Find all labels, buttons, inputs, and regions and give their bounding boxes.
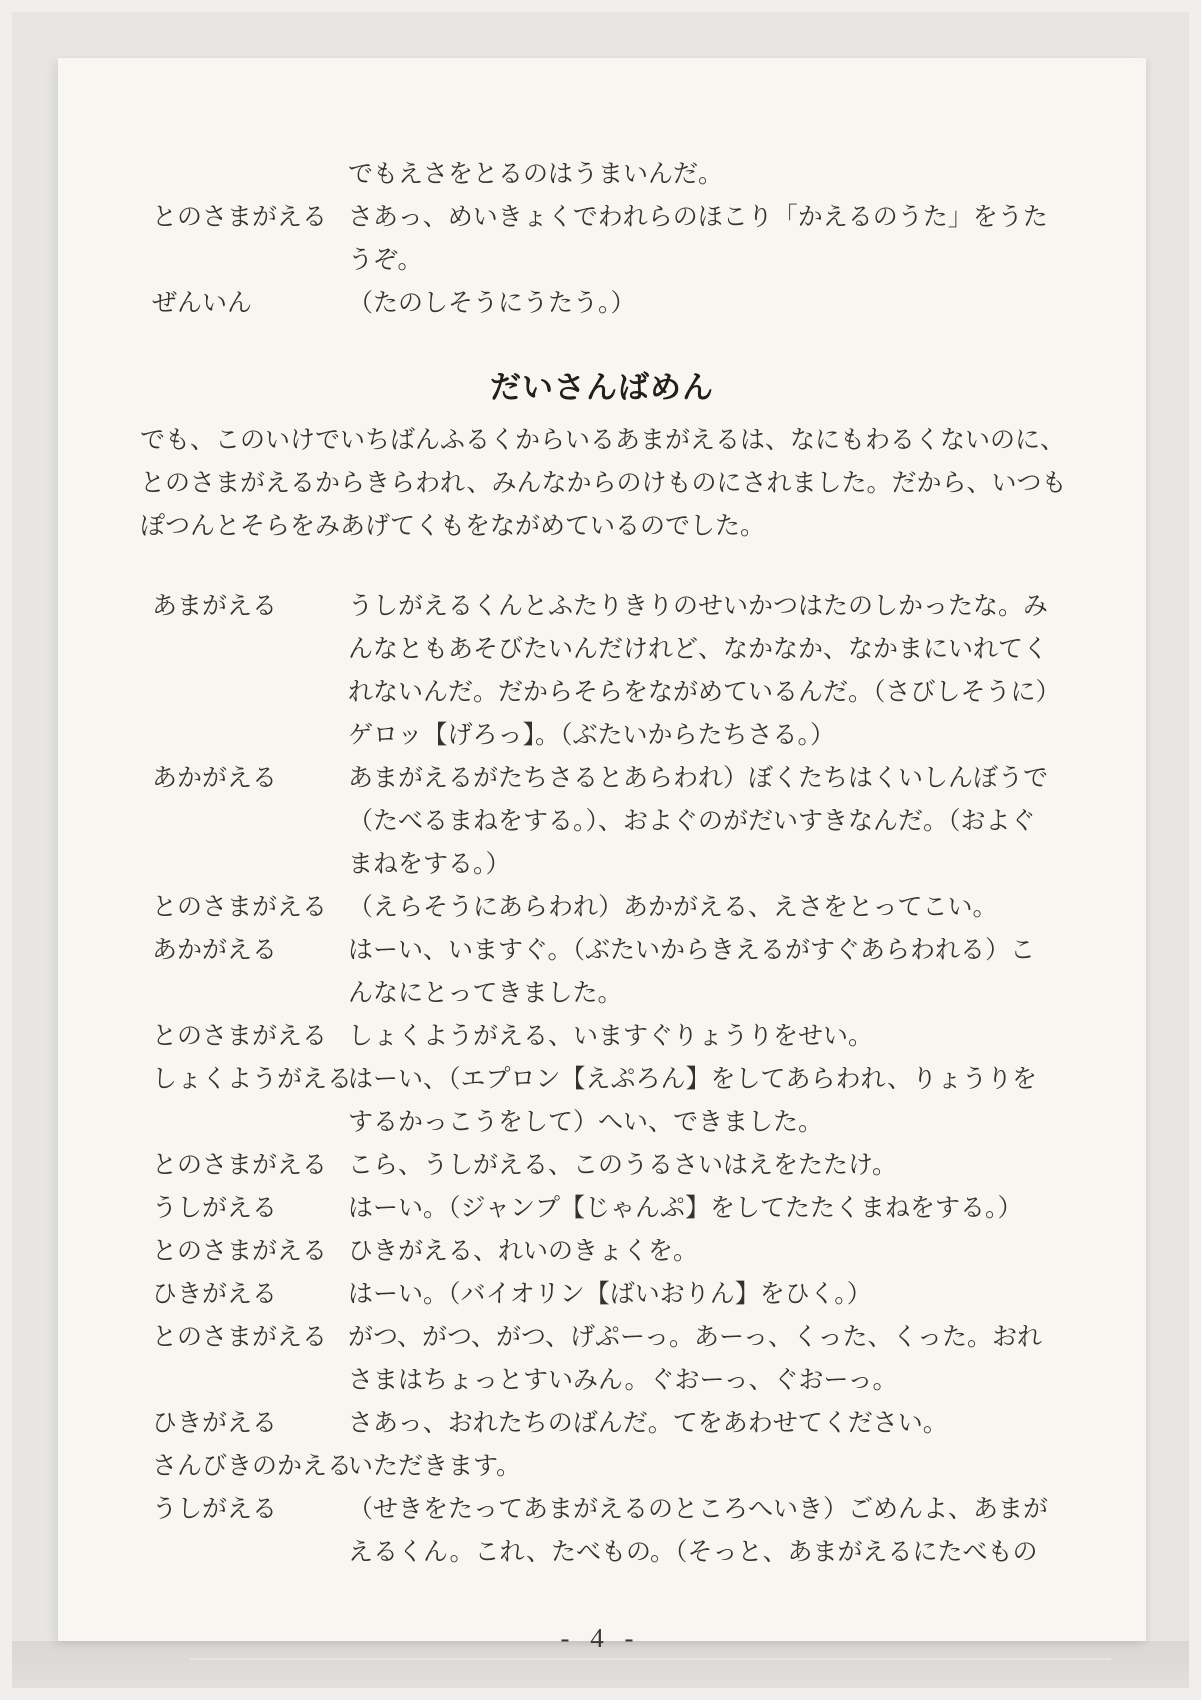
dialogue-lines xyxy=(348,886,1060,929)
speaker-name: とのさまがえる xyxy=(152,894,328,921)
dialogue-row xyxy=(152,196,1146,282)
speaker-name: あまがえる xyxy=(152,593,278,620)
dialogue-lines xyxy=(348,757,1060,886)
dialogue-line: んなともあそびたいんだけれど、なかなか、なかまにいれてく xyxy=(348,636,1049,663)
dialogue-lines xyxy=(348,1058,1060,1144)
speaker-name: とのさまがえる xyxy=(152,204,328,231)
dialogue-line: がつ、がつ、がつ、げぷーっ。あーっ、くった、くった。おれ xyxy=(348,1324,1043,1351)
pre-dialogue-block xyxy=(152,153,1146,325)
dialogue-line: （たべるまねをする。）、およぐのがだいすきなんだ。（およぐ xyxy=(348,808,1036,835)
dialogue-lines xyxy=(348,282,1060,325)
dialogue-line: うぞ。 xyxy=(348,247,423,274)
dialogue-line: はーい。（バイオリン【ばいおりん】をひく。） xyxy=(348,1281,872,1308)
dialogue-row xyxy=(152,1273,1146,1316)
dialogue-lines xyxy=(348,1144,1060,1187)
dialogue-line: はーい、（エプロン【えぷろん】をしてあらわれ、りょうりを xyxy=(348,1066,1038,1093)
dialogue-lines xyxy=(348,1230,1060,1273)
dialogue-line: まねをする。） xyxy=(348,851,511,878)
dialogue-row xyxy=(152,1316,1146,1402)
dialogue-line: （たのしそうにうたう。） xyxy=(348,290,636,317)
dialogue-lines xyxy=(348,585,1060,757)
dialogue-row xyxy=(152,1445,1146,1488)
dialogue-line: でもえさをとるのはうまいんだ。 xyxy=(348,161,724,188)
dialogue-line: さあっ、めいきょくでわれらのほこり「かえるのうた」をうた xyxy=(348,204,1048,231)
narration-line: でも、このいけでいちばんふるくからいるあまがえるは、なにもわるくないのに、 xyxy=(140,427,1066,454)
speaker-name: うしがえる xyxy=(152,1496,278,1523)
speaker-name: うしがえる xyxy=(152,1195,278,1222)
dialogue-lines xyxy=(348,1316,1060,1402)
dialogue-lines xyxy=(348,1402,1060,1445)
narration-line: ぽつんとそらをみあげてくもをながめているのでした。 xyxy=(140,513,766,540)
dialogue-line: えるくん。これ、たべもの。（そっと、あまがえるにたべもの xyxy=(348,1539,1038,1566)
dialogue-line: しょくようがえる、いますぐりょうりをせい。 xyxy=(348,1023,874,1050)
narration-line: とのさまがえるからきらわれ、みんなからのけものにされました。だから、いつも xyxy=(140,470,1067,497)
speaker-name: ぜんいん xyxy=(152,290,253,317)
narration-paragraph xyxy=(140,419,1080,548)
dialogue-row xyxy=(152,1144,1146,1187)
dialogue-lines xyxy=(348,153,1060,196)
dialogue-lines xyxy=(348,196,1060,282)
dialogue-line: ゲロッ【げろっ】。（ぶたいからたちさる。） xyxy=(348,722,836,749)
dialogue-row xyxy=(152,1187,1146,1230)
dialogue-lines xyxy=(348,1488,1060,1574)
speaker-name: とのさまがえる xyxy=(152,1023,328,1050)
speaker-name: とのさまがえる xyxy=(152,1238,328,1265)
dialogue-row xyxy=(152,1488,1146,1574)
dialogue-line: はーい、いますぐ。（ぶたいからきえるがすぐあらわれる）こ xyxy=(348,937,1036,964)
dialogue-line: こら、うしがえる、このうるさいはえをたたけ。 xyxy=(348,1152,898,1179)
dialogue-line: あまがえるがたちさるとあらわれ）ぼくたちはくいしんぼうで xyxy=(348,765,1049,792)
dialogue-lines xyxy=(348,1273,1060,1316)
dialogue-lines xyxy=(348,1187,1060,1230)
dialogue-row xyxy=(152,1015,1146,1058)
dialogue-line: れないんだ。だからそらをながめているんだ。（さびしそうに） xyxy=(348,679,1061,706)
dialogue-line: （せきをたってあまがえるのところへいき）ごめんよ、あまが xyxy=(348,1496,1049,1523)
dialogue-row xyxy=(152,1230,1146,1273)
page-content xyxy=(58,153,1146,1574)
dialogue-row xyxy=(152,1058,1146,1144)
dialogue-row xyxy=(152,585,1146,757)
dialogue-line: いただきます。 xyxy=(348,1453,522,1480)
dialogue-line: するかっこうをして）へい、できました。 xyxy=(348,1109,824,1136)
page-number: - 4 - xyxy=(560,1623,641,1653)
dialogue-lines xyxy=(348,1015,1060,1058)
dialogue-line: はーい。（ジャンプ【じゃんぷ】をしてたたくまねをする。） xyxy=(348,1195,1023,1222)
dialogue-row xyxy=(152,929,1146,1015)
speaker-name: しょくようがえる xyxy=(152,1066,353,1093)
dialogue-line: うしがえるくんとふたりきりのせいかつはたのしかったな。み xyxy=(348,593,1049,620)
dialogue-line: さまはちょっとすいみん。ぐおーっ、ぐおーっ。 xyxy=(348,1367,898,1394)
paper-sheet xyxy=(58,58,1146,1641)
dialogue-row xyxy=(152,1402,1146,1445)
scene-heading: だいさんばめん xyxy=(490,370,714,406)
speaker-name: あかがえる xyxy=(152,765,278,792)
dialogue-line: （えらそうにあらわれ）あかがえる、えさをとってこい。 xyxy=(348,894,998,921)
speaker-name: とのさまがえる xyxy=(152,1324,328,1351)
dialogue-row xyxy=(152,757,1146,886)
dialogue-row xyxy=(152,153,1146,196)
dialogue-lines xyxy=(348,929,1060,1015)
dialogue-row xyxy=(152,282,1146,325)
dialogue-lines xyxy=(348,1445,1060,1488)
dialogue-line: んなにとってきました。 xyxy=(348,980,623,1007)
dialogue-line: さあっ、おれたちのばんだ。てをあわせてください。 xyxy=(348,1410,948,1437)
speaker-name: とのさまがえる xyxy=(152,1152,328,1179)
dialogue-line: ひきがえる、れいのきょくを。 xyxy=(348,1238,699,1265)
dialogue-block xyxy=(152,585,1146,1574)
dialogue-row xyxy=(152,886,1146,929)
speaker-name: ひきがえる xyxy=(152,1410,278,1437)
speaker-name: ひきがえる xyxy=(152,1281,278,1308)
speaker-name: さんびきのかえる xyxy=(152,1453,353,1480)
speaker-name: あかがえる xyxy=(152,937,278,964)
